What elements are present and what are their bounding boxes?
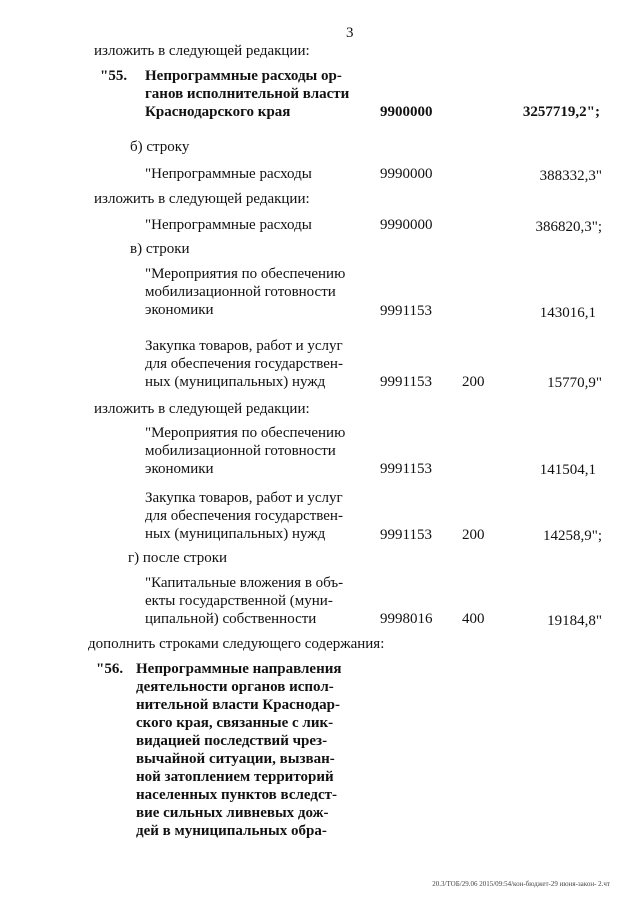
target-code: 9991153 <box>380 303 432 319</box>
instruction-text: в) строки <box>130 241 190 257</box>
amount: 388332,3" <box>539 168 602 184</box>
instruction-text: дополнить строками следующего содержания: <box>88 636 385 652</box>
row-description: "Непрограммные расходы <box>145 166 312 182</box>
desc-line: мобилизационной готовности <box>145 284 336 300</box>
desc-line: "Мероприятия по обеспечению <box>145 266 346 282</box>
expense-type: 200 <box>462 374 485 390</box>
row-description <box>145 489 350 543</box>
target-code: 9991153 <box>380 461 432 477</box>
expense-type: 200 <box>462 527 485 543</box>
target-code: 9990000 <box>380 166 433 182</box>
desc-line: деятельности органов испол- <box>136 679 334 695</box>
desc-line: "Мероприятия по обеспечению <box>145 425 346 441</box>
instruction-text: изложить в следующей редакции: <box>94 43 310 59</box>
target-code: 9900000 <box>380 104 433 120</box>
row-description <box>145 67 357 121</box>
row-description <box>145 337 350 391</box>
desc-line: для обеспечения государствен- <box>145 356 343 372</box>
desc-line: ципальной) собственности <box>145 611 317 627</box>
amount: 143016,1 <box>539 305 596 321</box>
desc-line: "Капитальные вложения в объ- <box>145 575 344 591</box>
desc-line: Закупка товаров, работ и услуг <box>145 338 343 354</box>
amount: 141504,1 <box>539 462 596 478</box>
desc-line: мобилизационной готовности <box>145 443 336 459</box>
instruction-text: б) строку <box>130 139 190 155</box>
row-number: "56. <box>96 661 124 677</box>
desc-line: вычайной ситуации, вызван- <box>136 751 335 767</box>
desc-line: Непрограммные направления <box>136 661 342 677</box>
amount: 15770,9" <box>547 375 602 391</box>
page-number: 3 <box>346 25 354 41</box>
row-number: "55. <box>100 68 128 84</box>
desc-line: ных (муниципальных) нужд <box>145 374 326 390</box>
amount: 386820,3"; <box>535 219 602 235</box>
instruction-text: изложить в следующей редакции: <box>94 191 310 207</box>
desc-line: дей в муниципальных обра- <box>136 823 327 839</box>
desc-line: для обеспечения государствен- <box>145 508 343 524</box>
target-code: 9991153 <box>380 527 432 543</box>
desc-line: нительной власти Краснодар- <box>136 697 340 713</box>
instruction-text: г) после строки <box>128 550 228 566</box>
expense-type: 400 <box>462 611 485 627</box>
target-code: 9990000 <box>380 217 433 233</box>
desc-line: экономики <box>145 461 214 477</box>
amount: 19184,8" <box>547 613 602 629</box>
footer-text: 20.3/ТОБ/29.06 2015/09:54/кон-бюджет-29 июня-закон- 2.чт <box>432 880 610 888</box>
desc-line: Краснодарского края <box>145 104 291 120</box>
row-description: "Непрограммные расходы <box>145 217 312 233</box>
instruction-text: изложить в следующей редакции: <box>94 401 310 417</box>
desc-line: ского края, связанные с лик- <box>136 715 334 731</box>
target-code: 9998016 <box>380 611 433 627</box>
desc-line: видацией последствий чрез- <box>136 733 328 749</box>
row-description <box>145 265 350 319</box>
desc-line: екты государственной (муни- <box>145 593 333 609</box>
desc-line: Закупка товаров, работ и услуг <box>145 490 343 506</box>
row-description <box>136 660 358 840</box>
desc-line: ных (муниципальных) нужд <box>145 526 326 542</box>
row-description <box>145 424 350 478</box>
row-description <box>145 574 350 628</box>
amount: 3257719,2"; <box>522 104 600 120</box>
amount: 14258,9"; <box>542 528 602 544</box>
desc-line: Непрограммные расходы ор- <box>145 68 342 84</box>
target-code: 9991153 <box>380 374 432 390</box>
desc-line: населенных пунктов вследст- <box>136 787 337 803</box>
desc-line: ганов исполнительной власти <box>145 86 350 102</box>
desc-line: вие сильных ливневых дож- <box>136 805 329 821</box>
desc-line: экономики <box>145 302 214 318</box>
desc-line: ной затоплением территорий <box>136 769 334 785</box>
